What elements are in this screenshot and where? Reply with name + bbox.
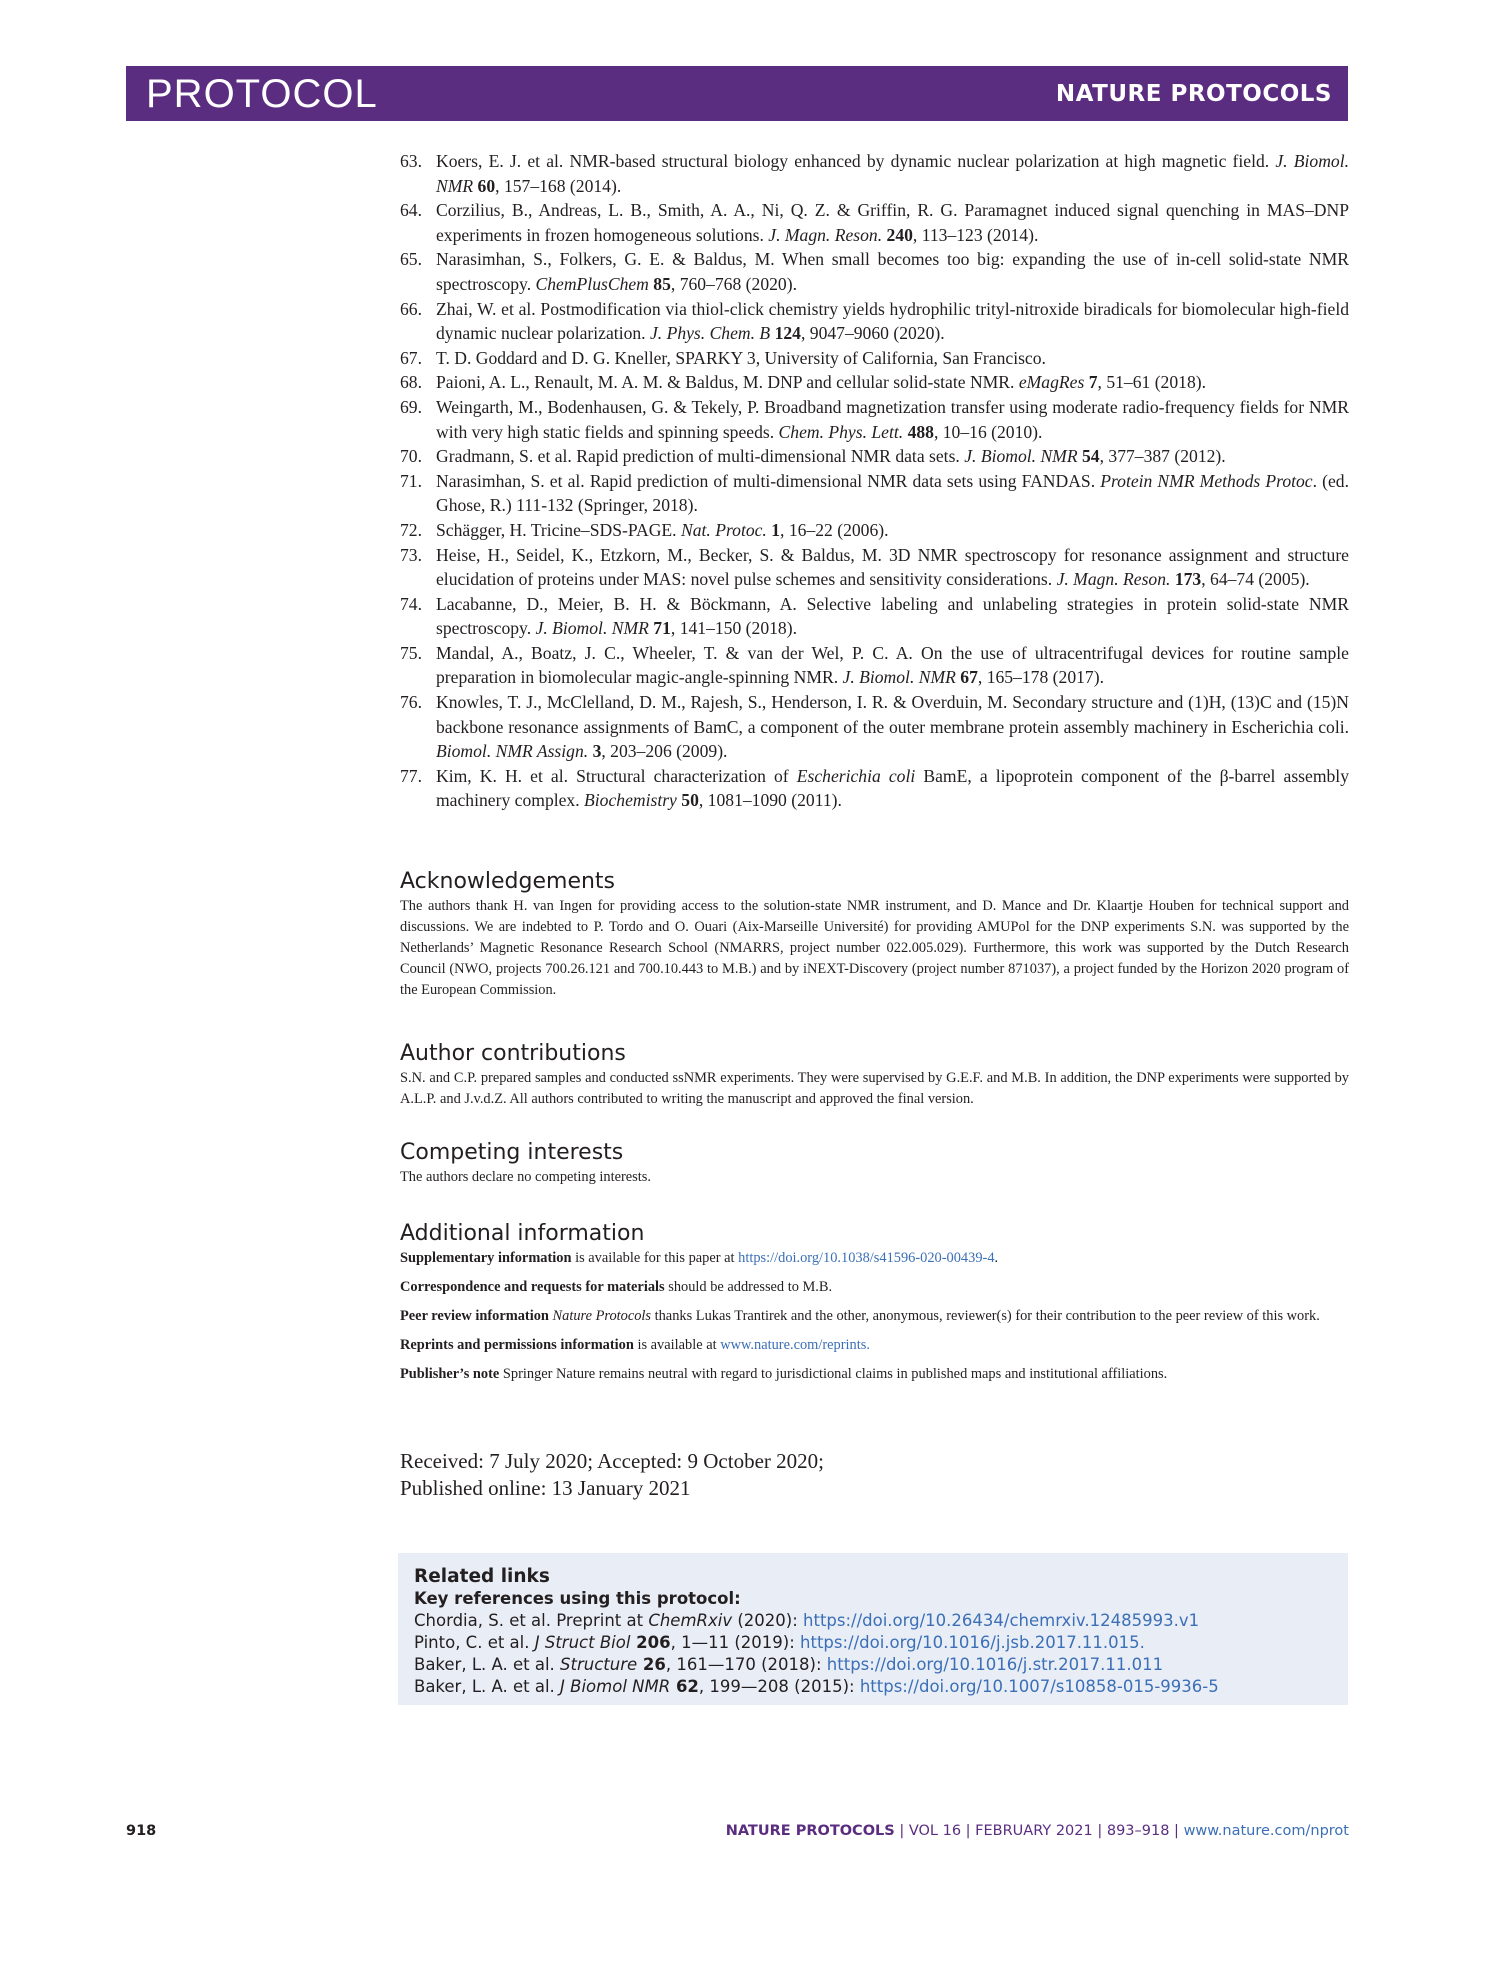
reference-journal: J. Biomol. NMR bbox=[436, 151, 1349, 196]
reference-number: 67. bbox=[400, 347, 422, 368]
reference-number: 77. bbox=[400, 765, 422, 786]
reference-number: 74. bbox=[400, 593, 422, 614]
reference-text: Zhai, W. et al. Postmodification via thiol-click chemistry yields hydrophilic trityl-nitroxide biradicals for biomolecular high-field dynamic nuclear polarization. bbox=[436, 298, 1349, 344]
section-label: PROTOCOL bbox=[146, 72, 378, 116]
footer-separator: | bbox=[1169, 1823, 1184, 1839]
reference-journal: J. Phys. Chem. B bbox=[649, 323, 771, 344]
footer-date: FEBRUARY 2021 bbox=[975, 1823, 1093, 1839]
related-link-journal: J Struct Biol bbox=[534, 1633, 631, 1652]
related-link-authors: Chordia, S. et al. Preprint at bbox=[414, 1611, 649, 1630]
reference-item bbox=[400, 690, 1349, 764]
reference-text: Paioni, A. L., Renault, M. A. M. & Baldus, M. DNP and cellular solid-state NMR. bbox=[436, 372, 1019, 393]
publisher-note-label: Publisher’s note bbox=[400, 1366, 500, 1382]
reference-journal: Biochemistry bbox=[584, 790, 677, 811]
reference-number: 64. bbox=[400, 200, 422, 221]
reference-item bbox=[400, 395, 1349, 444]
reference-item bbox=[400, 592, 1349, 641]
received-accepted-dates: Received: 7 July 2020; Accepted: 9 October 2020; bbox=[400, 1449, 824, 1473]
reference-number: 75. bbox=[400, 642, 422, 663]
reference-number: 68. bbox=[400, 372, 422, 393]
supplementary-label: Supplementary information bbox=[400, 1250, 572, 1266]
peer-review-info bbox=[400, 1306, 1349, 1327]
reference-text: , 9047–9060 (2020). bbox=[800, 323, 945, 344]
journal-label: NATURE PROTOCOLS bbox=[1055, 81, 1332, 107]
reprints-info bbox=[400, 1335, 1349, 1356]
competing-interests-section bbox=[400, 1139, 1349, 1188]
reference-text: BamE, a lipoprotein component of the β-barrel assembly machinery complex. bbox=[436, 765, 1349, 811]
correspondence-label: Correspondence and requests for materials bbox=[400, 1279, 665, 1295]
supplementary-link[interactable]: https://doi.org/10.1038/s41596-020-00439-4 bbox=[738, 1250, 995, 1266]
related-link-item bbox=[414, 1610, 1219, 1632]
publisher-note bbox=[400, 1364, 1349, 1385]
author-contributions-heading: Author contributions bbox=[400, 1041, 626, 1066]
reference-number: 71. bbox=[400, 470, 422, 491]
reference-text: , 760–768 (2020). bbox=[670, 273, 797, 294]
reference-text: Corzilius, B., Andreas, L. B., Smith, A. A., Ni, Q. Z. & Griffin, R. G. Paramagnet induced signal quenching in MAS–DNP experiments in frozen homogeneous solutions. bbox=[436, 200, 1349, 245]
reference-item bbox=[400, 149, 1349, 198]
peer-review-journal: Nature Protocols bbox=[552, 1308, 652, 1324]
reference-item bbox=[400, 764, 1349, 813]
peer-review-text: thanks Lukas Trantirek and the other, anonymous, reviewer(s) for their contribution to the peer review of this work. bbox=[651, 1308, 1320, 1324]
reference-number: 70. bbox=[400, 446, 422, 467]
acknowledgements-text: The authors thank H. van Ingen for providing access to the solution-state NMR instrument, and D. Mance and Dr. Klaartje Houben for technical support and discussions. We are indebted to P. Tordo and O. Ouari (Aix-Marseille Université) for providing AMUPol for the DNP experiments S.N. was supported by the Netherlands’ Magnetic Resonance Research School (NMARRS, project number 022.005.029). Furthermore, this work was supported by the Dutch Research Council (NWO, projects 700.26.121 and 700.10.443 to M.B.) and by iNEXT-Discovery (project number 871037), a project funded by the Horizon 2020 program of the European Commission. bbox=[400, 898, 1349, 998]
page-number: 918 bbox=[126, 1823, 157, 1839]
reference-item bbox=[400, 444, 1349, 469]
reference-journal: J. Magn. Reson. bbox=[768, 224, 883, 245]
related-link-item bbox=[414, 1654, 1219, 1676]
reference-text: Narasimhan, S., Folkers, G. E. & Baldus, M. When small becomes too big: expanding the use of in-cell solid-state NMR spectroscopy. bbox=[436, 249, 1349, 294]
reference-text: . (ed. Ghose, R.) 111-132 (Springer, 2018). bbox=[436, 470, 1349, 516]
reference-number: 65. bbox=[400, 249, 422, 270]
footer-citation bbox=[726, 1823, 1349, 1839]
reference-text: T. D. Goddard and D. G. Kneller, SPARKY 3, University of California, San Francisco. bbox=[436, 347, 1046, 368]
reference-item bbox=[400, 247, 1349, 296]
reference-text: Gradmann, S. et al. Rapid prediction of multi-dimensional NMR data sets. bbox=[436, 446, 965, 467]
competing-interests-heading: Competing interests bbox=[400, 1140, 624, 1165]
related-link-url[interactable]: https://doi.org/10.1016/j.jsb.2017.11.015. bbox=[800, 1633, 1145, 1652]
reference-journal: Chem. Phys. Lett. bbox=[778, 421, 904, 442]
reference-list bbox=[400, 149, 1349, 813]
publisher-note-text: Springer Nature remains neutral with regard to jurisdictional claims in published maps and institutional affiliations. bbox=[499, 1366, 1168, 1382]
related-links-subtitle: Key references using this protocol: bbox=[414, 1589, 741, 1608]
reference-journal: Nat. Protoc. bbox=[680, 519, 767, 540]
related-link-pages: (2020): bbox=[732, 1611, 804, 1630]
reference-volume: 488 bbox=[907, 421, 934, 442]
related-link-volume: 206 bbox=[630, 1633, 671, 1652]
reference-text: Mandal, A., Boatz, J. C., Wheeler, T. & van der Wel, P. C. A. On the use of ultracentrifugal devices for routine sample preparation in biomolecular magic-angle-spinning NMR. bbox=[436, 642, 1349, 688]
related-link-authors: Baker, L. A. et al. bbox=[414, 1677, 561, 1696]
reference-item bbox=[400, 346, 1349, 371]
reference-text: , 203–206 (2009). bbox=[601, 741, 728, 762]
reference-item bbox=[400, 370, 1349, 395]
reference-text: , 157–168 (2014). bbox=[495, 175, 622, 196]
reference-number: 76. bbox=[400, 692, 422, 713]
reference-number: 66. bbox=[400, 298, 422, 319]
reference-journal: J. Biomol. NMR bbox=[535, 618, 649, 639]
reprints-label: Reprints and permissions information bbox=[400, 1337, 634, 1353]
footer-separator: | bbox=[894, 1823, 909, 1839]
reference-volume: 85 bbox=[653, 273, 671, 294]
reference-volume: 50 bbox=[681, 790, 699, 811]
related-link-item bbox=[414, 1676, 1219, 1698]
header-banner bbox=[126, 66, 1348, 121]
related-link-pages: , 1—11 (2019): bbox=[670, 1633, 801, 1652]
reference-item bbox=[400, 518, 1349, 543]
reference-text: Koers, E. J. et al. NMR-based structural biology enhanced by dynamic nuclear polarization at high magnetic field. bbox=[436, 151, 1276, 171]
related-link-url[interactable]: https://doi.org/10.26434/chemrxiv.12485993.v1 bbox=[803, 1611, 1200, 1630]
reference-volume: 3 bbox=[592, 741, 602, 762]
reference-volume: 7 bbox=[1088, 372, 1098, 393]
reference-journal: Escherichia coli bbox=[796, 765, 916, 786]
footer-separator: | bbox=[1092, 1823, 1107, 1839]
related-link-volume: 26 bbox=[637, 1655, 666, 1674]
reference-text: Kim, K. H. et al. Structural characterization of bbox=[436, 765, 797, 786]
reprints-link[interactable]: www.nature.com/reprints. bbox=[720, 1337, 870, 1353]
reference-text: Lacabanne, D., Meier, B. H. & Böckmann, A. Selective labeling and unlabeling strategies in protein solid-state NMR spectroscopy. bbox=[436, 593, 1349, 639]
reference-text: , 141–150 (2018). bbox=[670, 618, 797, 639]
supplementary-end: . bbox=[994, 1250, 999, 1266]
reprints-text: is available at bbox=[633, 1337, 721, 1353]
reference-journal: eMagRes bbox=[1018, 372, 1085, 393]
reference-text: Narasimhan, S. et al. Rapid prediction of multi-dimensional NMR data sets using FANDAS. bbox=[436, 470, 1101, 491]
reference-text: , 64–74 (2005). bbox=[1201, 569, 1310, 590]
reference-item bbox=[400, 641, 1349, 690]
footer-journal: NATURE PROTOCOLS bbox=[725, 1823, 895, 1839]
reference-text: , 1081–1090 (2011). bbox=[698, 790, 842, 811]
related-link-journal: J Biomol NMR bbox=[560, 1677, 671, 1696]
published-date: Published online: 13 January 2021 bbox=[400, 1476, 691, 1500]
reference-number: 69. bbox=[400, 396, 422, 417]
reference-volume: 60 bbox=[477, 175, 496, 196]
reference-text: Knowles, T. J., McClelland, D. M., Rajesh, S., Henderson, I. R. & Overduin, M. Secondary structure and (1)H, (13)C and (15)N backbone resonance assignments of BamC, a component of the outer membrane protein assembly machinery in Escherichia coli. bbox=[436, 692, 1349, 737]
related-link-authors: Pinto, C. et al. bbox=[414, 1633, 535, 1652]
reference-volume: 173 bbox=[1174, 569, 1202, 590]
footer-url[interactable]: www.nature.com/nprot bbox=[1183, 1823, 1349, 1839]
reference-text: Schägger, H. Tricine–SDS-PAGE. bbox=[436, 519, 681, 540]
reference-item bbox=[400, 469, 1349, 518]
reference-journal: Protein NMR Methods Protoc bbox=[1100, 470, 1313, 491]
related-link-item bbox=[414, 1632, 1219, 1654]
reference-volume: 124 bbox=[774, 323, 801, 344]
footer-pages: 893–918 bbox=[1106, 1823, 1170, 1839]
additional-information-section bbox=[400, 1220, 1349, 1393]
footer-volume: VOL 16 bbox=[908, 1823, 962, 1839]
related-link-volume: 62 bbox=[670, 1677, 699, 1696]
reference-item bbox=[400, 297, 1349, 346]
supplementary-info bbox=[400, 1248, 1349, 1269]
reference-journal: Biomol. NMR Assign. bbox=[436, 741, 589, 762]
article-dates bbox=[400, 1448, 824, 1502]
reference-journal: ChemPlusChem bbox=[535, 273, 649, 294]
footer-separator: | bbox=[961, 1823, 976, 1839]
reference-text: , 377–387 (2012). bbox=[1099, 446, 1226, 467]
reference-text: , 113–123 (2014). bbox=[912, 224, 1039, 245]
reference-text: , 10–16 (2010). bbox=[933, 421, 1043, 442]
reference-text: , 51–61 (2018). bbox=[1097, 372, 1206, 393]
correspondence-info bbox=[400, 1277, 1349, 1298]
reference-item bbox=[400, 543, 1349, 592]
reference-number: 63. bbox=[400, 151, 422, 171]
reference-text: Weingarth, M., Bodenhausen, G. & Tekely, P. Broadband magnetization transfer using moderate radio-frequency fields for NMR with very high static fields and spinning speeds. bbox=[436, 396, 1349, 442]
related-link-url[interactable]: https://doi.org/10.1016/j.str.2017.11.011 bbox=[826, 1655, 1164, 1674]
acknowledgements-section bbox=[400, 868, 1349, 1001]
related-link-url[interactable]: https://doi.org/10.1007/s10858-015-9936-5 bbox=[859, 1677, 1219, 1696]
author-contributions-section bbox=[400, 1040, 1349, 1110]
reference-journal: J. Magn. Reson. bbox=[1056, 569, 1171, 590]
reference-journal: J. Biomol. NMR bbox=[964, 446, 1078, 467]
reference-number: 73. bbox=[400, 544, 422, 565]
author-contributions-text: S.N. and C.P. prepared samples and conducted ssNMR experiments. They were supervised by G.E.F. and M.B. In addition, the DNP experiments were supported by A.L.P. and J.v.d.Z. All authors contributed to writing the manuscript and approved the final version. bbox=[400, 1070, 1349, 1107]
reference-volume: 1 bbox=[771, 519, 781, 540]
correspondence-text: should be addressed to M.B. bbox=[664, 1279, 833, 1295]
related-link-journal: Structure bbox=[560, 1655, 638, 1674]
reference-number: 72. bbox=[400, 519, 422, 540]
related-link-pages: , 161—170 (2018): bbox=[665, 1655, 827, 1674]
supplementary-text: is available for this paper at bbox=[571, 1250, 739, 1266]
reference-text: , 16–22 (2006). bbox=[780, 519, 889, 540]
reference-journal: J. Biomol. NMR bbox=[842, 667, 956, 688]
reference-volume: 71 bbox=[653, 618, 671, 639]
related-link-journal: ChemRxiv bbox=[648, 1611, 733, 1630]
reference-volume: 67 bbox=[960, 667, 978, 688]
reference-text: Heise, H., Seidel, K., Etzkorn, M., Becker, S. & Baldus, M. 3D NMR spectroscopy for resonance assignment and structure elucidation of proteins under MAS: novel pulse schemes and sensitivity considerations. bbox=[436, 544, 1349, 590]
reference-item bbox=[400, 198, 1349, 247]
acknowledgements-heading: Acknowledgements bbox=[400, 869, 616, 894]
related-links-list bbox=[414, 1610, 1219, 1698]
reference-volume: 240 bbox=[886, 224, 913, 245]
reference-volume: 54 bbox=[1082, 446, 1100, 467]
reference-text: , 165–178 (2017). bbox=[977, 667, 1104, 688]
related-links-title: Related links bbox=[414, 1566, 550, 1587]
related-link-authors: Baker, L. A. et al. bbox=[414, 1655, 561, 1674]
related-link-pages: , 199—208 (2015): bbox=[698, 1677, 860, 1696]
competing-interests-text: The authors declare no competing interests. bbox=[400, 1169, 651, 1185]
additional-information-heading: Additional information bbox=[400, 1221, 645, 1246]
related-links-box bbox=[398, 1553, 1348, 1705]
peer-review-label: Peer review information bbox=[400, 1308, 549, 1324]
